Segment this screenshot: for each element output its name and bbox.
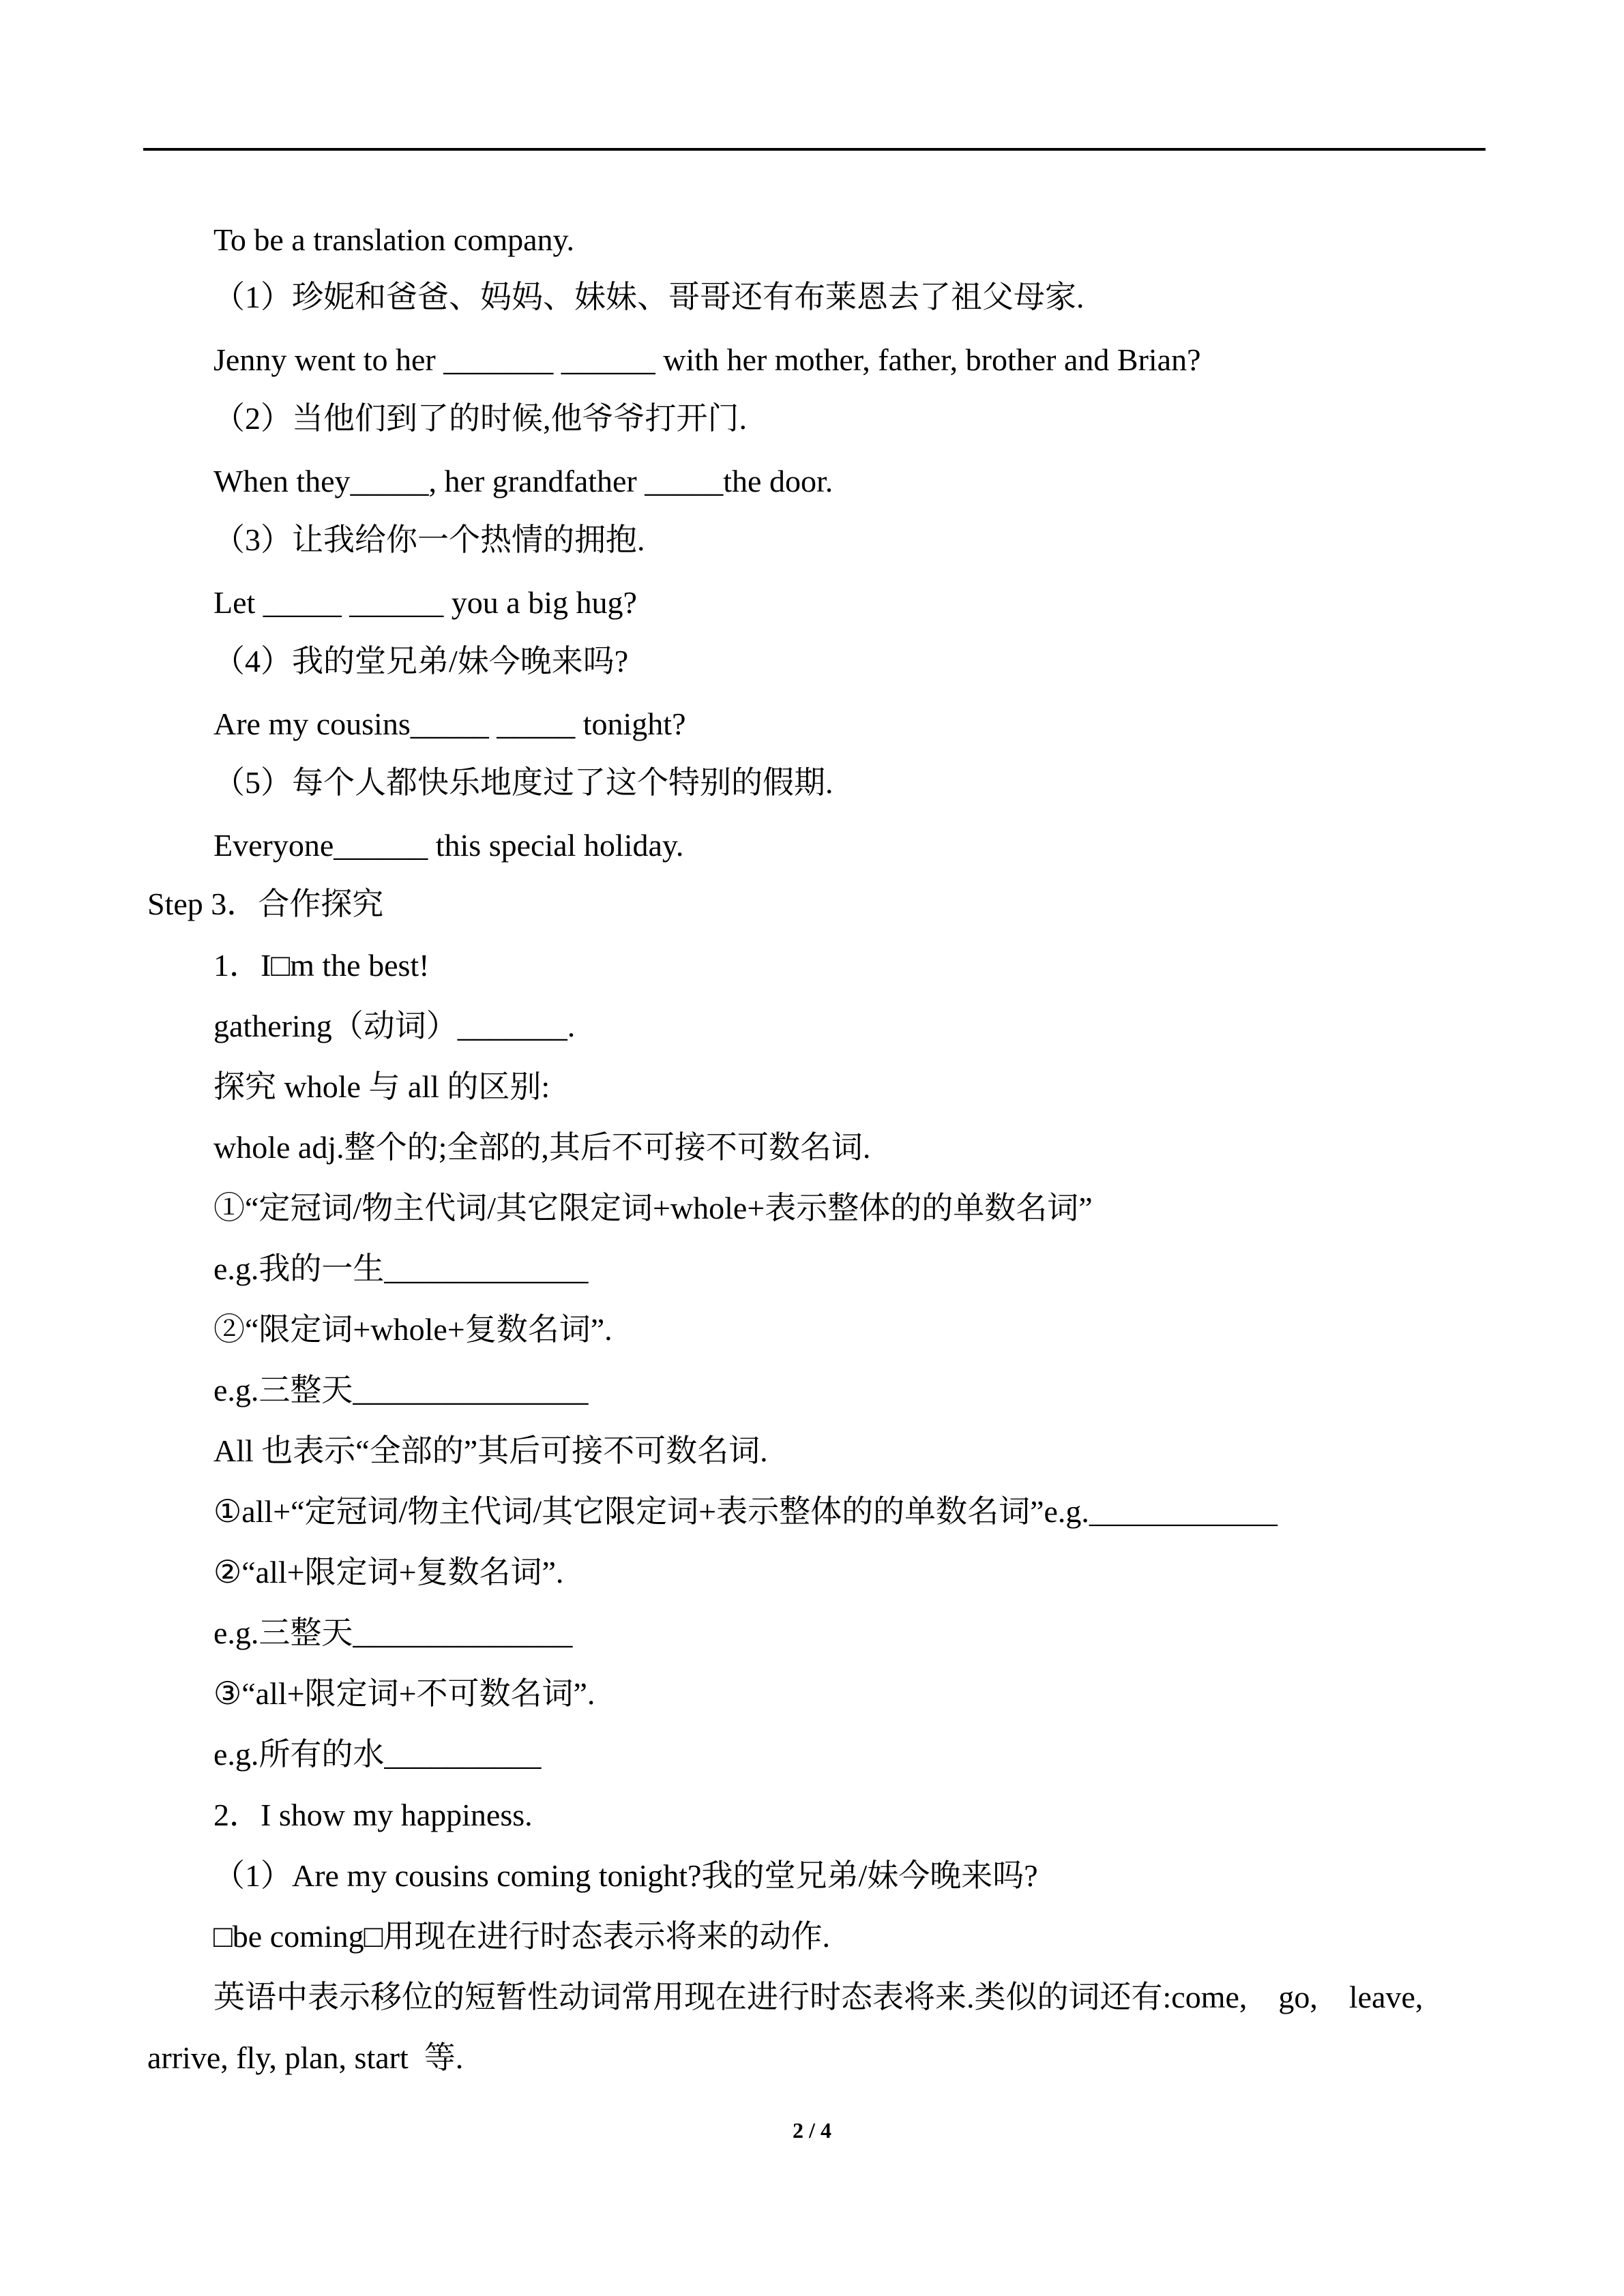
page-number: 2 / 4	[793, 2118, 831, 2143]
text-line-be-coming: □be coming□用现在进行时态表示将来的动作.	[213, 1919, 830, 1954]
question-4-chinese: （4）我的堂兄弟/妹今晚来吗?	[213, 644, 629, 679]
text-line-cousins: （1）Are my cousins coming tonight?我的堂兄弟/妹今晚来吗?	[213, 1858, 1038, 1893]
text-line-verb-list: arrive, fly, plan, start 等.	[147, 2040, 464, 2075]
section-heading-step-3: Step 3．合作探究	[147, 886, 384, 921]
text-line-all-def: All 也表示“全部的”其后可接不可数名词.	[213, 1433, 768, 1468]
rule-whole-2: ②“限定词+whole+复数名词”.	[213, 1312, 612, 1347]
example-all-3: e.g.所有的水__________	[213, 1737, 542, 1772]
text-line-whole-vs-all: 探究 whole 与 all 的区别:	[213, 1069, 550, 1104]
question-1-english: Jenny went to her _______ ______ with her mother, father, brother and Brian?	[213, 342, 1201, 377]
question-3-chinese: （3）让我给你一个热情的拥抱.	[213, 522, 645, 557]
text-line-gathering: gathering（动词）_______.	[213, 1009, 576, 1043]
subheading-1: 1．I□m the best!	[213, 948, 430, 983]
rule-whole-1: ①“定冠词/物主代词/其它限定词+whole+表示整体的的单数名词”	[213, 1191, 1093, 1225]
question-2-chinese: （2）当他们到了的时候,他爷爷打开门.	[213, 401, 747, 436]
text-line-motion-verbs: 英语中表示移位的短暂性动词常用现在进行时态表将来.类似的词还有:come, go, leave,	[213, 1980, 1423, 2014]
question-2-english: When they_____, her grandfather _____the door.	[213, 464, 833, 498]
example-whole-2: e.g.三整天_______________	[213, 1373, 589, 1407]
question-4-english: Are my cousins_____ _____ tonight?	[213, 706, 686, 741]
text-line-whole-def: whole adj.整个的;全部的,其后不可接不可数名词.	[213, 1130, 871, 1165]
header-rule	[143, 148, 1486, 151]
question-5-chinese: （5）每个人都快乐地度过了这个特别的假期.	[213, 765, 833, 800]
question-5-english: Everyone______ this special holiday.	[213, 828, 684, 863]
question-3-english: Let _____ ______ you a big hug?	[213, 585, 637, 620]
example-all-2: e.g.三整天______________	[213, 1615, 573, 1650]
question-1-chinese: （1）珍妮和爸爸、妈妈、妹妹、哥哥还有布莱恩去了祖父母家.	[213, 280, 1084, 314]
text-line-translation-company: To be a translation company.	[213, 222, 575, 257]
subheading-2: 2．I show my happiness.	[213, 1798, 533, 1832]
rule-all-1: ①all+“定冠词/物主代词/其它限定词+表示整体的的单数名词”e.g.____________	[213, 1494, 1278, 1529]
rule-all-2: ②“all+限定词+复数名词”.	[213, 1555, 564, 1590]
rule-all-3: ③“all+限定词+不可数名词”.	[213, 1676, 595, 1711]
example-whole-1: e.g.我的一生_____________	[213, 1251, 589, 1286]
